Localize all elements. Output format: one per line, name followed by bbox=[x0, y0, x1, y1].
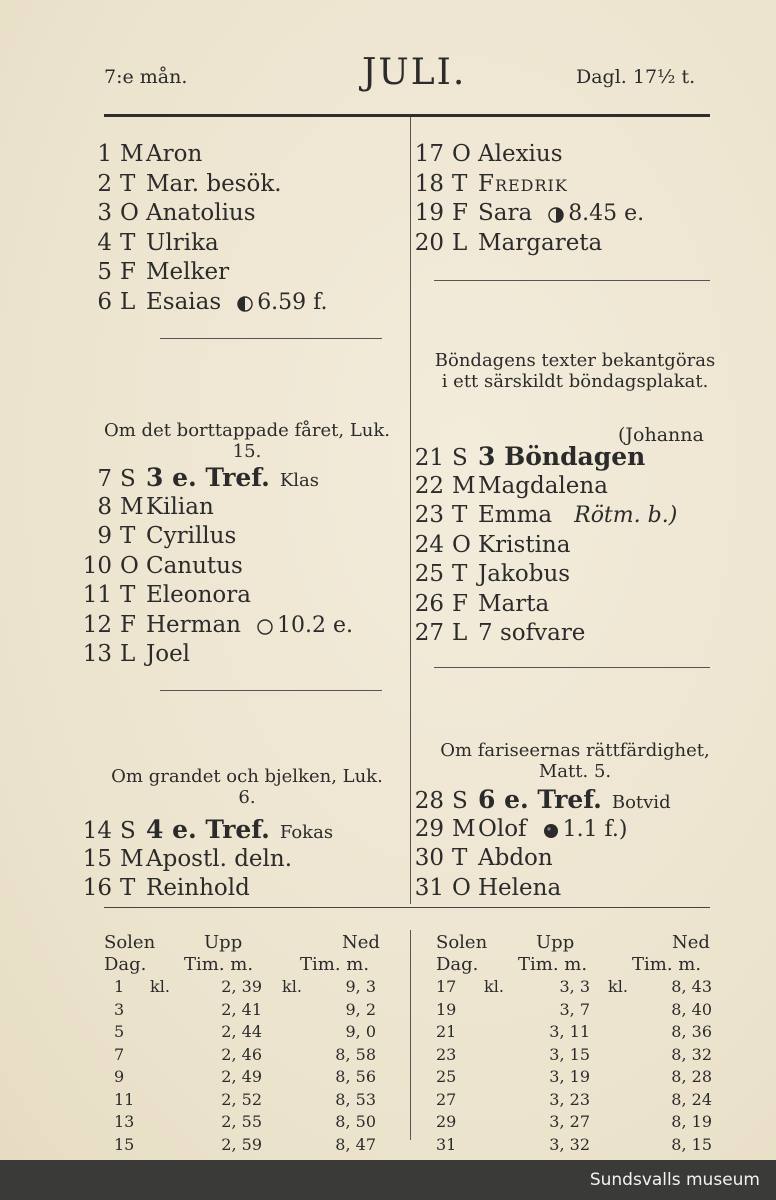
sun-day: 15 bbox=[114, 1134, 135, 1154]
moon-phase-icon bbox=[237, 291, 253, 321]
sun-column-divider bbox=[410, 930, 411, 1140]
sun-header-tim-upp: Tim. m. bbox=[184, 954, 254, 975]
sun-table-row bbox=[104, 1066, 394, 1089]
weekday-letter: O bbox=[120, 552, 139, 579]
day-number: 2 bbox=[97, 170, 112, 197]
sun-rise: 3, 32 bbox=[549, 1134, 590, 1154]
sun-header-solen: Solen bbox=[104, 932, 156, 953]
sun-set: 8, 28 bbox=[671, 1067, 712, 1086]
prayer-day-note: Böndagens texter bekantgöras i ett särskildt böndagsplakat. bbox=[434, 350, 716, 392]
sun-table-row bbox=[436, 1021, 716, 1044]
day-number: 22 bbox=[414, 472, 444, 499]
left-block-2 bbox=[80, 463, 353, 670]
calendar-entry bbox=[80, 229, 328, 259]
day-number: 25 bbox=[414, 561, 444, 587]
sun-header-ned: Ned bbox=[672, 932, 710, 953]
sun-day: 9 bbox=[114, 1067, 125, 1086]
day-number: 3 bbox=[97, 200, 112, 226]
sun-rise: 2, 44 bbox=[221, 1022, 262, 1041]
moon-phase-icon bbox=[257, 614, 273, 644]
weekday-letter: F bbox=[120, 611, 136, 638]
day-number: 21 bbox=[414, 445, 444, 471]
weekday-letter: L bbox=[452, 620, 468, 646]
sun-table-row bbox=[104, 1021, 394, 1044]
sun-day: 23 bbox=[436, 1044, 457, 1064]
sun-set: 8, 47 bbox=[335, 1134, 376, 1154]
weekday-letter: T bbox=[452, 170, 468, 197]
sun-set: 9, 2 bbox=[345, 999, 376, 1019]
weekday-letter: O bbox=[452, 874, 471, 901]
calendar-entry bbox=[80, 258, 328, 288]
name-day: Margareta bbox=[478, 229, 603, 256]
day-length: Dagl. 17½ t. bbox=[576, 66, 696, 88]
divider bbox=[160, 338, 382, 339]
sun-day: 31 bbox=[436, 1134, 457, 1154]
sun-table-row bbox=[436, 999, 716, 1022]
sun-day: 13 bbox=[114, 1112, 135, 1131]
weekday-letter: F bbox=[120, 259, 136, 285]
calendar-entry bbox=[80, 611, 353, 641]
sun-set: 8, 53 bbox=[335, 1089, 376, 1109]
day-number: 10 bbox=[82, 552, 112, 579]
sun-header-tim-ned: Tim. m. bbox=[632, 954, 702, 975]
calendar-entry bbox=[412, 531, 677, 561]
day-number: 6 bbox=[97, 288, 112, 315]
secondary-name: Fokas bbox=[279, 822, 334, 843]
day-number: 7 bbox=[97, 466, 112, 492]
sun-day: 11 bbox=[114, 1089, 135, 1109]
weekday-letter: M bbox=[120, 845, 144, 872]
sun-table-row bbox=[436, 1134, 716, 1157]
sun-table-row bbox=[104, 1111, 394, 1134]
name-day: Reinhold bbox=[146, 875, 250, 901]
day-number: 13 bbox=[82, 641, 112, 667]
left-block-1 bbox=[80, 140, 328, 317]
calendar-entry bbox=[80, 140, 328, 170]
moon-phase-time: 1.1 f.) bbox=[562, 816, 628, 842]
name-day: Eleonora bbox=[146, 582, 251, 608]
sun-rise: 3, 7 bbox=[559, 999, 590, 1019]
sun-table-row bbox=[104, 999, 394, 1022]
sun-table-row bbox=[104, 1134, 394, 1157]
sun-rise: 3, 23 bbox=[549, 1089, 590, 1109]
sun-set: 8, 50 bbox=[335, 1112, 376, 1131]
sun-set: 8, 40 bbox=[671, 999, 712, 1019]
day-number: 19 bbox=[414, 200, 444, 226]
calendar-entry bbox=[412, 619, 677, 649]
day-number: 15 bbox=[82, 845, 112, 872]
weekday-letter: L bbox=[120, 288, 136, 315]
day-number: 4 bbox=[97, 229, 112, 256]
name-day: Apostl. deln. bbox=[146, 845, 293, 872]
day-number: 17 bbox=[414, 141, 444, 167]
day-number: 20 bbox=[414, 229, 444, 256]
sun-header-tim-upp: Tim. m. bbox=[518, 954, 588, 975]
name-day: Helena bbox=[478, 874, 562, 901]
calendar-entry bbox=[80, 522, 353, 552]
sun-set: 9, 3 bbox=[345, 977, 376, 996]
calendar-entry bbox=[80, 493, 353, 523]
sun-rise: 2, 55 bbox=[221, 1112, 262, 1131]
sun-table-row bbox=[104, 976, 394, 999]
column-divider bbox=[410, 117, 411, 904]
sun-set: 8, 24 bbox=[671, 1089, 712, 1109]
name-day: Esaias bbox=[146, 288, 222, 315]
sun-table-row bbox=[104, 1089, 394, 1112]
sun-kl-label: kl. bbox=[608, 977, 628, 996]
sun-table-row bbox=[436, 976, 716, 999]
weekday-letter: S bbox=[120, 466, 136, 492]
calendar-entry bbox=[80, 640, 353, 670]
sun-rise: 3, 3 bbox=[559, 977, 590, 996]
calendar-entry bbox=[412, 844, 671, 874]
weekday-letter: M bbox=[452, 472, 476, 499]
sun-table-row bbox=[436, 1089, 716, 1112]
sun-kl-label: kl. bbox=[150, 977, 170, 996]
name-day: Jakobus bbox=[478, 561, 571, 587]
sun-day: 3 bbox=[114, 999, 125, 1019]
weekday-letter: T bbox=[120, 875, 136, 901]
sun-day: 27 bbox=[436, 1089, 457, 1109]
weekday-letter: L bbox=[452, 229, 468, 256]
sun-rise: 2, 46 bbox=[221, 1044, 262, 1064]
weekday-letter: L bbox=[120, 641, 136, 667]
sun-header-solen: Solen bbox=[436, 932, 488, 953]
calendar-entry bbox=[80, 463, 353, 493]
name-day: Marta bbox=[478, 590, 550, 617]
secondary-name: Botvid bbox=[611, 792, 671, 813]
day-number: 5 bbox=[97, 259, 112, 285]
name-day: 4 e. Tref. bbox=[146, 815, 270, 844]
sun-table-row bbox=[436, 1111, 716, 1134]
weekday-letter: O bbox=[452, 531, 471, 558]
day-number: 9 bbox=[97, 523, 112, 549]
calendar-entry bbox=[80, 581, 353, 611]
calendar-entry bbox=[80, 874, 333, 904]
sun-table-right bbox=[436, 932, 716, 1156]
day-number: 26 bbox=[414, 590, 444, 617]
day-number: 28 bbox=[414, 788, 444, 814]
weekday-letter: T bbox=[120, 229, 136, 256]
name-day: Alexius bbox=[478, 141, 563, 167]
name-day: Olof bbox=[478, 815, 527, 842]
month-number: 7:e mån. bbox=[104, 66, 188, 88]
day-number: 12 bbox=[82, 611, 112, 638]
calendar-entry bbox=[80, 845, 333, 875]
calendar-entry bbox=[412, 874, 671, 904]
right-block-2 bbox=[412, 442, 677, 649]
calendar-entry bbox=[412, 560, 677, 590]
day-number: 18 bbox=[414, 170, 444, 197]
gospel-reading-1: Om det borttappade fåret, Luk. 15. bbox=[104, 420, 391, 462]
sun-day: 25 bbox=[436, 1067, 457, 1086]
name-day: Magdalena bbox=[478, 472, 608, 499]
month-title: JULI. bbox=[362, 52, 467, 93]
sun-table-row bbox=[436, 1044, 716, 1067]
sun-header-dag: Dag. bbox=[104, 954, 147, 975]
calendar-entry bbox=[412, 501, 677, 531]
sun-rise: 2, 49 bbox=[221, 1067, 262, 1086]
sun-set: 8, 36 bbox=[671, 1022, 712, 1041]
moon-phase-time: 8.45 e. bbox=[568, 201, 645, 226]
name-day: Abdon bbox=[478, 845, 553, 871]
sun-day: 17 bbox=[436, 977, 457, 996]
sun-table-row bbox=[104, 1044, 394, 1067]
sun-set: 8, 56 bbox=[335, 1067, 376, 1086]
weekday-letter: S bbox=[452, 445, 468, 471]
weekday-letter: M bbox=[452, 815, 476, 842]
weekday-letter: F bbox=[452, 200, 468, 226]
calendar-entry bbox=[412, 785, 671, 815]
weekday-letter: M bbox=[120, 493, 144, 520]
day-number: 30 bbox=[414, 845, 444, 871]
weekday-letter: O bbox=[120, 200, 139, 226]
moon-phase-time: 10.2 e. bbox=[277, 612, 353, 638]
day-number: 14 bbox=[82, 818, 112, 844]
name-day: Fredrik bbox=[478, 170, 568, 197]
secondary-name: Rötm. b.) bbox=[574, 503, 678, 528]
name-day: 6 e. Tref. bbox=[478, 785, 602, 814]
name-day: Kristina bbox=[478, 531, 571, 558]
name-day: Sara bbox=[478, 200, 533, 226]
name-day: Melker bbox=[146, 259, 230, 285]
weekday-letter: S bbox=[452, 788, 468, 814]
weekday-letter: T bbox=[452, 502, 468, 528]
day-number: 1 bbox=[97, 141, 112, 167]
weekday-letter: O bbox=[452, 141, 471, 167]
day-number: 16 bbox=[82, 875, 112, 901]
gospel-reading-2: Om grandet och bjelken, Luk. 6. bbox=[111, 766, 383, 808]
calendar-entry bbox=[80, 815, 333, 845]
calendar-entry bbox=[80, 288, 328, 318]
calendar-entry bbox=[80, 170, 328, 200]
day-number: 23 bbox=[414, 502, 444, 528]
weekday-letter: M bbox=[120, 141, 144, 167]
weekday-letter: T bbox=[120, 523, 136, 549]
day-number: 8 bbox=[97, 493, 112, 520]
sun-header-upp: Upp bbox=[536, 932, 575, 953]
gospel-reading-3: Om fariseernas rättfärdighet, Matt. 5. bbox=[440, 740, 710, 782]
secondary-name: Klas bbox=[279, 470, 320, 491]
divider bbox=[160, 690, 382, 691]
calendar-entry bbox=[412, 199, 644, 229]
sun-rise: 2, 52 bbox=[221, 1089, 262, 1109]
calendar-entry bbox=[80, 552, 353, 582]
calendar-entry bbox=[412, 472, 677, 502]
sun-header-upp: Upp bbox=[204, 932, 243, 953]
sun-day: 21 bbox=[436, 1022, 457, 1041]
name-day: Kilian bbox=[146, 493, 214, 520]
name-day: Canutus bbox=[146, 552, 243, 579]
day-number: 31 bbox=[414, 874, 444, 901]
sun-kl-label: kl. bbox=[484, 977, 504, 996]
sun-day: 5 bbox=[114, 1022, 125, 1041]
sun-set: 9, 0 bbox=[345, 1022, 376, 1041]
top-rule bbox=[104, 114, 710, 117]
johanna-note: (Johanna bbox=[618, 424, 704, 446]
sun-set: 8, 19 bbox=[671, 1112, 712, 1131]
calendar-entry bbox=[412, 229, 644, 259]
name-day: 7 sofvare bbox=[478, 620, 586, 646]
sun-header-tim-ned: Tim. m. bbox=[300, 954, 370, 975]
sun-day: 7 bbox=[114, 1044, 125, 1064]
sun-set: 8, 43 bbox=[671, 977, 712, 996]
divider bbox=[434, 667, 710, 668]
footer-bar bbox=[0, 1160, 776, 1200]
sun-set: 8, 15 bbox=[671, 1134, 712, 1154]
name-day: Mar. besök. bbox=[146, 170, 282, 197]
name-day: Cyrillus bbox=[146, 523, 237, 549]
museum-credit: Sundsvalls museum bbox=[589, 1170, 760, 1190]
sun-rise: 2, 39 bbox=[221, 977, 262, 996]
name-day: Herman bbox=[146, 611, 241, 638]
sun-kl-label: kl. bbox=[282, 977, 302, 996]
divider bbox=[434, 280, 710, 281]
sun-header-dag: Dag. bbox=[436, 954, 479, 975]
name-day: 3 e. Tref. bbox=[146, 463, 270, 492]
sun-table-rule bbox=[104, 907, 710, 908]
name-day: Joel bbox=[146, 641, 191, 667]
sun-rise: 3, 27 bbox=[549, 1112, 590, 1131]
calendar-entry bbox=[412, 815, 671, 845]
name-day: 3 Böndagen bbox=[478, 442, 646, 471]
name-day: Ulrika bbox=[146, 229, 219, 256]
left-block-3 bbox=[80, 815, 333, 904]
weekday-letter: S bbox=[120, 818, 136, 844]
sun-rise: 2, 41 bbox=[221, 999, 262, 1019]
sun-set: 8, 58 bbox=[335, 1044, 376, 1064]
name-day: Anatolius bbox=[146, 200, 256, 226]
sun-rise: 3, 11 bbox=[549, 1022, 590, 1041]
moon-phase-icon bbox=[543, 818, 559, 848]
moon-phase-time: 6.59 f. bbox=[257, 289, 328, 315]
sun-set: 8, 32 bbox=[671, 1044, 712, 1064]
calendar-entry bbox=[412, 442, 677, 472]
sun-rise: 3, 15 bbox=[549, 1044, 590, 1064]
sun-table-left bbox=[104, 932, 394, 1156]
sun-header-ned: Ned bbox=[342, 932, 380, 953]
calendar-entry bbox=[80, 199, 328, 229]
day-number: 29 bbox=[414, 815, 444, 842]
right-block-3 bbox=[412, 785, 671, 903]
sun-table-row bbox=[436, 1066, 716, 1089]
sun-rise: 3, 19 bbox=[549, 1067, 590, 1086]
moon-phase-icon bbox=[548, 202, 564, 232]
weekday-letter: T bbox=[120, 170, 136, 197]
day-number: 24 bbox=[414, 531, 444, 558]
name-day: Emma bbox=[478, 502, 553, 528]
day-number: 11 bbox=[82, 582, 112, 608]
sun-rise: 2, 59 bbox=[221, 1134, 262, 1154]
calendar-entry bbox=[412, 170, 644, 200]
weekday-letter: F bbox=[452, 590, 468, 617]
weekday-letter: T bbox=[120, 582, 136, 608]
calendar-entry bbox=[412, 590, 677, 620]
calendar-entry bbox=[412, 140, 644, 170]
sun-day: 19 bbox=[436, 999, 457, 1019]
weekday-letter: T bbox=[452, 845, 468, 871]
sun-day: 29 bbox=[436, 1112, 457, 1131]
sun-day: 1 bbox=[114, 977, 125, 996]
day-number: 27 bbox=[414, 620, 444, 646]
right-block-1 bbox=[412, 140, 644, 258]
weekday-letter: T bbox=[452, 561, 468, 587]
name-day: Aron bbox=[146, 141, 203, 167]
